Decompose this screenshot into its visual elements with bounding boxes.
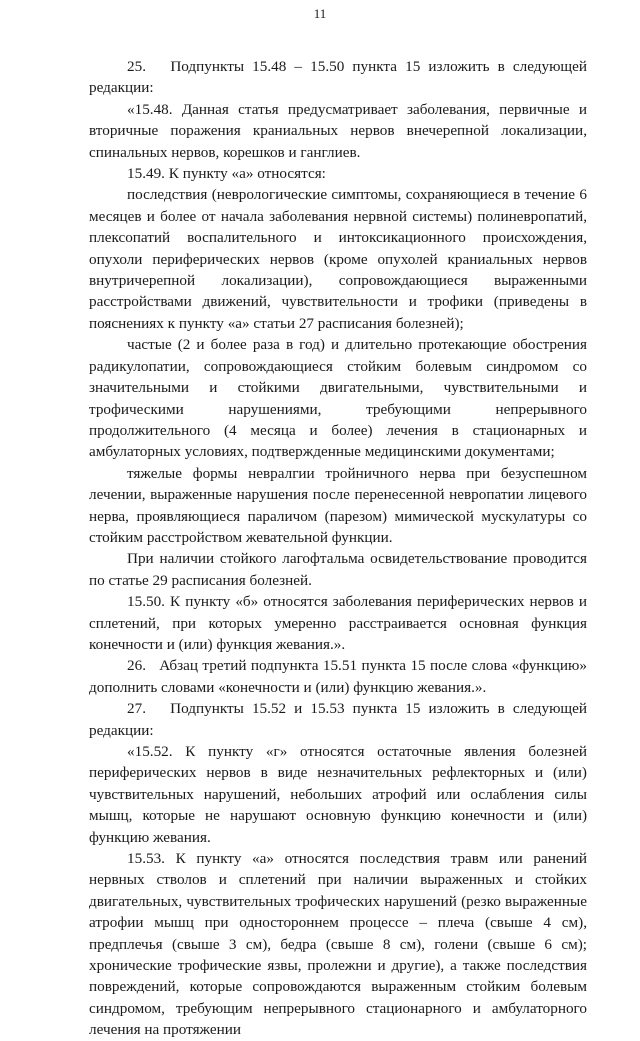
paragraph-15-52: «15.52. К пункту «г» относятся остаточные явления болезней периферических нервов в виде незначительных рефлекторных и (или) чувствительных нарушений, небольших атрофий или ослабления силы мышц, которые не нарушают основную функцию конечности и (или) функцию жевания. [89, 743, 587, 846]
document-body [89, 56, 587, 1041]
paragraph-lagophthalmos: При наличии стойкого лагофтальма освидетельствование проводится по статье 29 расписания болезней. [89, 550, 587, 589]
paragraph-item-25: 25. Подпункты 15.48 – 15.50 пункта 15 изложить в следующей редакции: [89, 58, 587, 97]
paragraph-15-48: «15.48. Данная статья предусматривает заболевания, первичные и вторичные поражения краниальных нервов внечерепной локализации, спинальных нервов, корешков и ганглиев. [89, 100, 587, 161]
paragraph-15-49-heading: 15.49. К пункту «а» относятся: [127, 165, 326, 183]
paragraph-radiculopathy: частые (2 и более раза в год) и длительно протекающие обострения радикулопатии, сопровождающиеся стойким болевым синдромом со значительными и стойкими двигательными, чувствительными и трофическими нарушениями, требующими непрерывного продолжительного (4 месяца и более) лечения в стационарных и амбулаторных условиях, подтвержденные медицинскими документами; [89, 336, 587, 461]
paragraph-neuralgia: тяжелые формы невралгии тройничного нерва при безуспешном лечении, выраженные нарушения после перенесенной невропатии лицевого нерва, проявляющиеся параличом (парезом) мимической мускулатуры со стойким расстройством жевательной функции. [89, 464, 587, 546]
paragraph-15-53: 15.53. К пункту «а» относятся последствия травм или ранений нервных стволов и сплетений при наличии выраженных и стойких двигательных, чувствительных трофических нарушений (резко выраженные атрофии мышц при одностороннем процессе – плеча (свыше 4 см), предплечья (свыше 3 см), бедра (свыше 8 см), голени (свыше 6 см); хронические трофические язвы, пролежни и другие), а также последствия повреждений, которые сопровождаются выраженным стойким болевым синдромом, требующим непрерывного стационарного и амбулаторного лечения на протяжении [89, 850, 587, 1039]
paragraph-consequences: последствия (неврологические симптомы, сохраняющиеся в течение 6 месяцев и более от начала заболевания нервной системы) полиневропатий, плексопатий воспалительного и интоксикационного происхождения, опухоли периферических нервов (кроме опухолей краниальных нервов внутричерепной локализации), сопровождающиеся выраженными расстройствами движений, чувствительности и трофики (приведены в пояснениях к пункту «а» статьи 27 расписания болезней); [89, 186, 587, 332]
page-number: 11 [313, 6, 327, 21]
paragraph-15-50: 15.50. К пункту «б» относятся заболевания периферических нервов и сплетений, при которых умеренно расстраивается основная функция конечности и (или) функция жевания.». [89, 593, 587, 653]
paragraph-item-27: 27. Подпункты 15.52 и 15.53 пункта 15 изложить в следующей редакции: [89, 700, 587, 739]
paragraph-item-26: 26. Абзац третий подпункта 15.51 пункта 15 после слова «функцию» дополнить словами «конечности и (или) функцию жевания.». [89, 657, 587, 696]
